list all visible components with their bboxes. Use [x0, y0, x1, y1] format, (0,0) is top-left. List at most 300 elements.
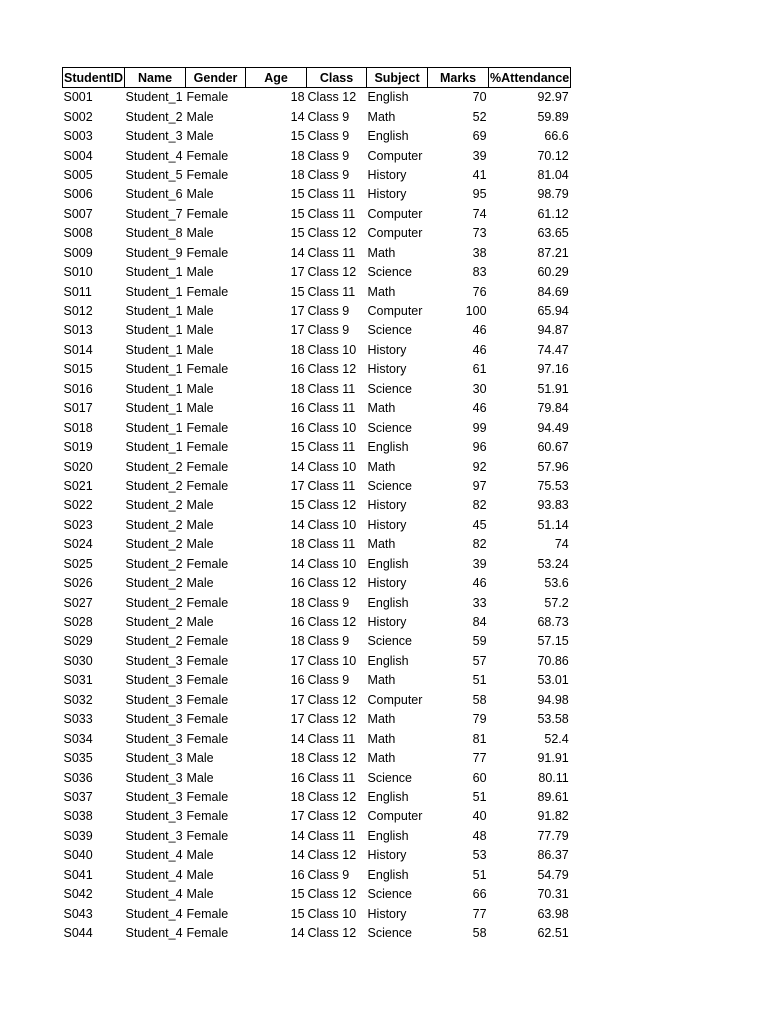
- cell-marks: 74: [472, 206, 487, 221]
- cell-marks: 39: [472, 556, 487, 571]
- cell-studentid: S039: [63, 828, 93, 843]
- cell-subject: History: [367, 362, 407, 377]
- header-subject: Subject: [367, 68, 428, 88]
- cell-name: Student_8: [125, 226, 183, 241]
- cell-marks: 66: [472, 887, 487, 902]
- cell-class: Class 11: [307, 381, 356, 396]
- cell-marks: 58: [472, 692, 487, 707]
- cell-class: Class 11: [307, 245, 356, 260]
- table-body: [63, 88, 571, 944]
- cell-class: Class 11: [307, 187, 356, 202]
- cell-subject: History: [367, 498, 407, 513]
- cell-age: 17: [290, 653, 305, 668]
- cell-age: 16: [290, 673, 305, 688]
- cell-class: Class 10: [307, 459, 357, 474]
- cell-attendance: 74: [554, 537, 569, 552]
- cell-marks: 46: [472, 323, 487, 338]
- cell-subject: Computer: [367, 206, 423, 221]
- table-row: [63, 185, 571, 204]
- cell-marks: 60: [472, 770, 487, 785]
- cell-attendance: 52.4: [544, 731, 569, 746]
- cell-class: Class 9: [307, 167, 350, 182]
- cell-studentid: S013: [63, 323, 93, 338]
- cell-name: Student_3: [125, 712, 183, 727]
- table-row: [63, 205, 571, 224]
- cell-subject: English: [367, 867, 409, 882]
- table-row: [63, 710, 571, 729]
- table-row: [63, 224, 571, 243]
- cell-gender: Female: [186, 926, 229, 941]
- cell-gender: Male: [186, 129, 214, 144]
- cell-subject: History: [367, 167, 407, 182]
- cell-studentid: S002: [63, 109, 93, 124]
- cell-class: Class 9: [307, 867, 350, 882]
- cell-age: 16: [290, 576, 305, 591]
- table-row: [63, 244, 571, 263]
- cell-class: Class 9: [307, 129, 350, 144]
- cell-class: Class 11: [307, 401, 356, 416]
- cell-attendance: 89.61: [537, 789, 569, 804]
- cell-subject: Math: [367, 401, 396, 416]
- cell-class: Class 9: [307, 595, 350, 610]
- cell-class: Class 12: [307, 712, 357, 727]
- cell-age: 15: [290, 187, 305, 202]
- cell-marks: 95: [472, 187, 487, 202]
- cell-marks: 99: [472, 420, 487, 435]
- cell-class: Class 10: [307, 420, 357, 435]
- cell-subject: English: [367, 556, 409, 571]
- cell-attendance: 86.37: [537, 848, 569, 863]
- cell-class: Class 12: [307, 362, 357, 377]
- cell-attendance: 61.12: [537, 206, 569, 221]
- cell-marks: 59: [472, 634, 487, 649]
- table-row: [63, 438, 571, 457]
- table-row: [63, 380, 571, 399]
- cell-subject: History: [367, 615, 407, 630]
- cell-marks: 96: [472, 440, 487, 455]
- cell-age: 18: [290, 751, 305, 766]
- cell-gender: Male: [186, 342, 214, 357]
- cell-marks: 77: [472, 906, 487, 921]
- cell-age: 15: [290, 906, 305, 921]
- cell-attendance: 94.87: [537, 323, 569, 338]
- cell-class: Class 9: [307, 634, 350, 649]
- cell-attendance: 79.84: [537, 401, 569, 416]
- cell-name: Student_3: [125, 731, 183, 746]
- cell-gender: Female: [186, 634, 229, 649]
- cell-marks: 84: [472, 615, 487, 630]
- cell-studentid: S005: [63, 167, 93, 182]
- cell-subject: Math: [367, 731, 396, 746]
- table-row: [63, 827, 571, 846]
- cell-attendance: 87.21: [537, 245, 569, 260]
- cell-class: Class 9: [307, 148, 350, 163]
- cell-age: 15: [290, 440, 305, 455]
- cell-attendance: 98.79: [537, 187, 569, 202]
- cell-studentid: S032: [63, 692, 93, 707]
- cell-age: 15: [290, 284, 305, 299]
- cell-subject: English: [367, 90, 409, 105]
- cell-name: Student_3: [125, 828, 183, 843]
- cell-subject: Science: [367, 926, 413, 941]
- cell-studentid: S020: [63, 459, 93, 474]
- table-row: [63, 749, 571, 768]
- cell-marks: 46: [472, 576, 487, 591]
- cell-studentid: S043: [63, 906, 93, 921]
- cell-class: Class 12: [307, 90, 357, 105]
- cell-name: Student_2: [125, 576, 183, 591]
- cell-name: Student_3: [125, 673, 183, 688]
- cell-class: Class 10: [307, 906, 357, 921]
- cell-subject: Science: [367, 770, 413, 785]
- cell-subject: English: [367, 828, 409, 843]
- cell-age: 14: [290, 245, 305, 260]
- cell-attendance: 60.67: [537, 440, 569, 455]
- cell-age: 15: [290, 498, 305, 513]
- cell-attendance: 66.6: [544, 129, 569, 144]
- cell-marks: 61: [472, 362, 487, 377]
- cell-age: 15: [290, 129, 305, 144]
- table-row: [63, 477, 571, 496]
- table-row: [63, 555, 571, 574]
- cell-name: Student_2: [125, 595, 183, 610]
- cell-subject: English: [367, 440, 409, 455]
- cell-gender: Female: [186, 148, 229, 163]
- cell-attendance: 51.91: [537, 381, 569, 396]
- cell-studentid: S027: [63, 595, 93, 610]
- cell-attendance: 57.15: [537, 634, 569, 649]
- cell-attendance: 70.86: [537, 653, 569, 668]
- cell-gender: Female: [186, 595, 229, 610]
- table-row: [63, 418, 571, 437]
- cell-age: 18: [290, 342, 305, 357]
- cell-attendance: 91.91: [537, 751, 569, 766]
- cell-name: Student_1: [125, 362, 183, 377]
- cell-attendance: 94.49: [537, 420, 569, 435]
- table-row: [63, 535, 571, 554]
- table-row: [63, 904, 571, 923]
- header-class: Class: [307, 68, 367, 88]
- cell-age: 17: [290, 323, 305, 338]
- cell-age: 16: [290, 770, 305, 785]
- table-row: [63, 263, 571, 282]
- cell-name: Student_4: [125, 848, 183, 863]
- cell-gender: Male: [186, 381, 214, 396]
- header-name: Name: [125, 68, 186, 88]
- cell-age: 16: [290, 615, 305, 630]
- cell-name: Student_1: [125, 265, 183, 280]
- cell-gender: Male: [186, 226, 214, 241]
- cell-age: 18: [290, 634, 305, 649]
- student-data-table: [62, 67, 571, 943]
- cell-attendance: 54.79: [537, 867, 569, 882]
- table-row: [63, 88, 571, 108]
- cell-studentid: S018: [63, 420, 93, 435]
- cell-age: 18: [290, 167, 305, 182]
- cell-studentid: S033: [63, 712, 93, 727]
- cell-attendance: 57.2: [544, 595, 569, 610]
- cell-attendance: 53.6: [544, 576, 569, 591]
- header-age: Age: [246, 68, 307, 88]
- cell-gender: Female: [186, 284, 229, 299]
- cell-gender: Male: [186, 537, 214, 552]
- cell-gender: Male: [186, 323, 214, 338]
- cell-subject: Science: [367, 381, 413, 396]
- cell-name: Student_6: [125, 187, 183, 202]
- cell-marks: 33: [472, 595, 487, 610]
- cell-studentid: S009: [63, 245, 93, 260]
- cell-attendance: 63.65: [537, 226, 569, 241]
- cell-gender: Male: [186, 887, 214, 902]
- cell-class: Class 11: [307, 731, 356, 746]
- cell-name: Student_1: [125, 420, 183, 435]
- cell-gender: Female: [186, 420, 229, 435]
- cell-class: Class 10: [307, 342, 357, 357]
- cell-name: Student_2: [125, 498, 183, 513]
- cell-name: Student_3: [125, 809, 183, 824]
- cell-attendance: 70.31: [537, 887, 569, 902]
- cell-attendance: 70.12: [537, 148, 569, 163]
- table-row: [63, 457, 571, 476]
- cell-gender: Male: [186, 109, 214, 124]
- cell-subject: History: [367, 187, 407, 202]
- cell-age: 17: [290, 478, 305, 493]
- cell-marks: 45: [472, 517, 487, 532]
- cell-gender: Female: [186, 906, 229, 921]
- cell-class: Class 12: [307, 498, 357, 513]
- cell-name: Student_2: [125, 615, 183, 630]
- table-row: [63, 574, 571, 593]
- table-row: [63, 146, 571, 165]
- cell-attendance: 84.69: [537, 284, 569, 299]
- cell-marks: 58: [472, 926, 487, 941]
- cell-name: Student_2: [125, 478, 183, 493]
- cell-class: Class 9: [307, 304, 350, 319]
- cell-attendance: 53.24: [537, 556, 569, 571]
- cell-class: Class 11: [307, 284, 356, 299]
- table-row: [63, 593, 571, 612]
- cell-studentid: S001: [63, 90, 93, 105]
- cell-age: 14: [290, 848, 305, 863]
- cell-subject: Computer: [367, 148, 423, 163]
- cell-marks: 46: [472, 401, 487, 416]
- cell-marks: 46: [472, 342, 487, 357]
- cell-gender: Male: [186, 304, 214, 319]
- cell-studentid: S021: [63, 478, 93, 493]
- cell-subject: Science: [367, 265, 413, 280]
- cell-gender: Male: [186, 498, 214, 513]
- cell-subject: English: [367, 653, 409, 668]
- cell-subject: History: [367, 848, 407, 863]
- cell-studentid: S023: [63, 517, 93, 532]
- table-row: [63, 729, 571, 748]
- cell-studentid: S040: [63, 848, 93, 863]
- cell-class: Class 12: [307, 751, 357, 766]
- cell-subject: Math: [367, 245, 396, 260]
- cell-gender: Male: [186, 517, 214, 532]
- cell-attendance: 97.16: [537, 362, 569, 377]
- cell-subject: Computer: [367, 304, 423, 319]
- cell-class: Class 9: [307, 323, 350, 338]
- cell-age: 14: [290, 109, 305, 124]
- cell-attendance: 93.83: [537, 498, 569, 513]
- header-row: [63, 68, 571, 88]
- cell-marks: 83: [472, 265, 487, 280]
- cell-class: Class 12: [307, 887, 357, 902]
- cell-subject: Computer: [367, 809, 423, 824]
- cell-class: Class 12: [307, 789, 357, 804]
- table-row: [63, 107, 571, 126]
- cell-gender: Female: [186, 245, 229, 260]
- cell-studentid: S004: [63, 148, 93, 163]
- cell-studentid: S022: [63, 498, 93, 513]
- cell-name: Student_2: [125, 537, 183, 552]
- table-row: [63, 788, 571, 807]
- table-row: [63, 496, 571, 515]
- cell-subject: Science: [367, 420, 413, 435]
- cell-class: Class 11: [307, 440, 356, 455]
- cell-age: 18: [290, 595, 305, 610]
- cell-marks: 51: [472, 673, 487, 688]
- table-row: [63, 632, 571, 651]
- cell-studentid: S036: [63, 770, 93, 785]
- table-row: [63, 671, 571, 690]
- cell-age: 17: [290, 304, 305, 319]
- cell-class: Class 12: [307, 848, 357, 863]
- cell-studentid: S041: [63, 867, 93, 882]
- cell-class: Class 9: [307, 109, 350, 124]
- cell-marks: 79: [472, 712, 487, 727]
- cell-studentid: S026: [63, 576, 93, 591]
- cell-marks: 51: [472, 867, 487, 882]
- table-row: [63, 807, 571, 826]
- cell-attendance: 51.14: [537, 517, 569, 532]
- cell-marks: 82: [472, 537, 487, 552]
- cell-class: Class 12: [307, 226, 357, 241]
- cell-name: Student_2: [125, 109, 183, 124]
- header-marks: Marks: [428, 68, 489, 88]
- cell-attendance: 65.94: [537, 304, 569, 319]
- cell-gender: Female: [186, 167, 229, 182]
- cell-attendance: 63.98: [537, 906, 569, 921]
- cell-name: Student_2: [125, 459, 183, 474]
- cell-subject: Math: [367, 712, 396, 727]
- cell-class: Class 11: [307, 770, 356, 785]
- cell-subject: Math: [367, 537, 396, 552]
- cell-gender: Female: [186, 90, 229, 105]
- cell-marks: 52: [472, 109, 487, 124]
- cell-attendance: 74.47: [537, 342, 569, 357]
- cell-name: Student_4: [125, 148, 183, 163]
- cell-marks: 73: [472, 226, 487, 241]
- cell-age: 16: [290, 867, 305, 882]
- cell-class: Class 12: [307, 926, 357, 941]
- cell-studentid: S025: [63, 556, 93, 571]
- cell-class: Class 12: [307, 809, 357, 824]
- cell-age: 14: [290, 926, 305, 941]
- cell-age: 16: [290, 401, 305, 416]
- cell-gender: Female: [186, 731, 229, 746]
- table-row: [63, 768, 571, 787]
- cell-studentid: S028: [63, 615, 93, 630]
- table-row: [63, 516, 571, 535]
- cell-attendance: 53.58: [537, 712, 569, 727]
- table-row: [63, 127, 571, 146]
- cell-gender: Male: [186, 770, 214, 785]
- header-studentid: StudentID: [63, 68, 125, 88]
- cell-subject: Math: [367, 751, 396, 766]
- cell-subject: Computer: [367, 226, 423, 241]
- cell-attendance: 59.89: [537, 109, 569, 124]
- cell-attendance: 68.73: [537, 615, 569, 630]
- cell-gender: Male: [186, 576, 214, 591]
- cell-marks: 82: [472, 498, 487, 513]
- cell-name: Student_1: [125, 90, 183, 105]
- cell-studentid: S037: [63, 789, 93, 804]
- cell-name: Student_4: [125, 906, 183, 921]
- header-gender: Gender: [186, 68, 246, 88]
- cell-age: 14: [290, 517, 305, 532]
- cell-gender: Male: [186, 401, 214, 416]
- cell-gender: Female: [186, 556, 229, 571]
- cell-age: 18: [290, 90, 305, 105]
- cell-subject: Science: [367, 323, 413, 338]
- cell-name: Student_2: [125, 556, 183, 571]
- cell-age: 16: [290, 362, 305, 377]
- cell-subject: Science: [367, 634, 413, 649]
- cell-subject: English: [367, 129, 409, 144]
- cell-marks: 77: [472, 751, 487, 766]
- cell-class: Class 12: [307, 265, 357, 280]
- cell-marks: 38: [472, 245, 487, 260]
- cell-class: Class 10: [307, 517, 357, 532]
- cell-age: 17: [290, 692, 305, 707]
- cell-studentid: S010: [63, 265, 93, 280]
- cell-subject: Math: [367, 284, 396, 299]
- cell-name: Student_2: [125, 517, 183, 532]
- cell-age: 14: [290, 459, 305, 474]
- cell-marks: 92: [472, 459, 487, 474]
- cell-age: 18: [290, 789, 305, 804]
- cell-marks: 48: [472, 828, 487, 843]
- cell-age: 16: [290, 420, 305, 435]
- cell-gender: Male: [186, 867, 214, 882]
- table-row: [63, 341, 571, 360]
- cell-age: 18: [290, 148, 305, 163]
- cell-marks: 70: [472, 90, 487, 105]
- cell-gender: Female: [186, 673, 229, 688]
- table-row: [63, 691, 571, 710]
- cell-studentid: S014: [63, 342, 93, 357]
- cell-subject: Math: [367, 109, 396, 124]
- cell-subject: English: [367, 595, 409, 610]
- cell-name: Student_3: [125, 653, 183, 668]
- cell-name: Student_1: [125, 401, 183, 416]
- cell-class: Class 10: [307, 653, 357, 668]
- cell-attendance: 91.82: [537, 809, 569, 824]
- cell-subject: History: [367, 517, 407, 532]
- cell-name: Student_3: [125, 789, 183, 804]
- cell-gender: Female: [186, 362, 229, 377]
- cell-age: 18: [290, 381, 305, 396]
- cell-subject: History: [367, 906, 407, 921]
- cell-studentid: S024: [63, 537, 93, 552]
- cell-class: Class 12: [307, 615, 357, 630]
- cell-class: Class 11: [307, 828, 356, 843]
- cell-gender: Female: [186, 692, 229, 707]
- cell-attendance: 60.29: [537, 265, 569, 280]
- cell-gender: Female: [186, 809, 229, 824]
